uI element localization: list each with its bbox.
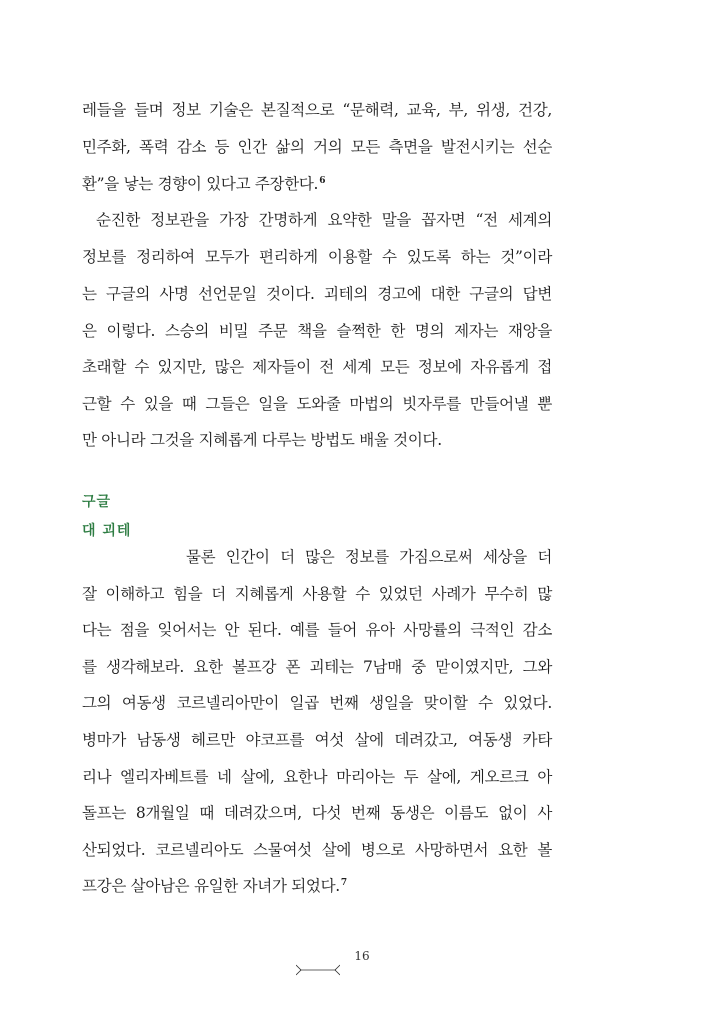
paragraph-2-line-2: 정보를 정리하여 모두가 편리하게 이용할 수 있도록 하는 것”이라 <box>82 248 552 266</box>
paragraph-2-line-5: 초래할 수 있지만, 많은 제자들이 전 세계 모든 정보에 자유롭게 접 <box>82 358 552 376</box>
section-paragraph-line-10-text: 프강은 살아남은 유일한 자녀가 되었다. <box>82 877 340 895</box>
paragraph-2-line-4: 은 이렇다. 스승의 비밀 주문 책을 슬쩍한 한 명의 제자는 재앙을 <box>82 322 552 340</box>
section-paragraph-line-10 <box>82 876 347 896</box>
page-number: 16 <box>354 949 370 963</box>
paragraph-2-line-1: 순진한 정보관을 가장 간명하게 요약한 말을 꼽자면 “전 세계의 <box>96 211 552 229</box>
section-paragraph-line-4: 를 생각해보라. 요한 볼프강 폰 괴테는 7남매 중 맏이였지만, 그와 <box>82 658 552 676</box>
section-paragraph-line-8: 돌프는 8개월일 때 데려갔으며, 다섯 번째 동생은 이름도 없이 사 <box>82 804 552 822</box>
paragraph-1-line-1: 레들을 들며 정보 기술은 본질적으로 “문해력, 교육, 부, 위생, 건강, <box>82 101 552 119</box>
paragraph-2-line-6: 근할 수 있을 때 그들은 일을 도와줄 마법의 빗자루를 만들어낼 뿐 <box>82 395 552 413</box>
paragraph-1-line-3-text: 환”을 낳는 경향이 있다고 주장한다. <box>82 175 319 193</box>
section-heading-line-1: 구글 <box>82 494 112 510</box>
section-paragraph-line-6: 병마가 남동생 헤르만 야코프를 여섯 살에 데려갔고, 여동생 카타 <box>82 731 552 749</box>
page-ornament-icon <box>296 964 340 976</box>
footnote-marker-6: 6 <box>319 176 326 186</box>
section-paragraph-line-2: 잘 이해하고 힘을 더 지혜롭게 사용할 수 있었던 사례가 무수히 많 <box>82 585 552 603</box>
section-paragraph-line-9: 산되었다. 코르넬리아도 스물여섯 살에 병으로 사망하면서 요한 볼 <box>82 841 552 859</box>
section-paragraph-line-1: 물론 인간이 더 많은 정보를 가짐으로써 세상을 더 <box>186 548 552 566</box>
paragraph-1-line-3 <box>82 174 325 194</box>
paragraph-2-line-3: 는 구글의 사명 선언문일 것이다. 괴테의 경고에 대한 구글의 답변 <box>82 285 552 303</box>
section-paragraph-line-3: 다는 점을 잊어서는 안 된다. 예를 들어 유아 사망률의 극적인 감소 <box>82 621 552 639</box>
section-heading-line-2: 대 괴테 <box>82 523 132 539</box>
footnote-marker-7: 7 <box>340 878 347 888</box>
paragraph-2-line-7: 만 아니라 그것을 지혜롭게 다루는 방법도 배울 것이다. <box>82 431 442 449</box>
section-paragraph-line-7: 리나 엘리자베트를 네 살에, 요한나 마리아는 두 살에, 게오르크 아 <box>82 768 552 786</box>
paragraph-1-line-2: 민주화, 폭력 감소 등 인간 삶의 거의 모든 측면을 발전시키는 선순 <box>82 138 552 156</box>
section-paragraph-line-5: 그의 여동생 코르넬리아만이 일곱 번째 생일을 맞이할 수 있었다. <box>82 694 552 712</box>
